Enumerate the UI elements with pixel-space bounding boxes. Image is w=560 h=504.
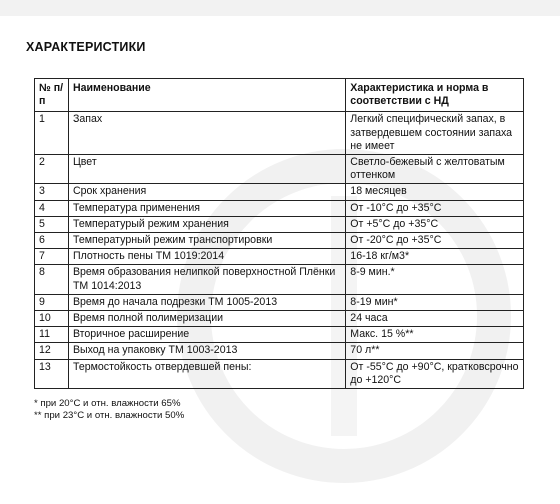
table-row [35, 216, 524, 232]
table-row [35, 112, 524, 155]
cell-name: Срок хранения [68, 184, 345, 200]
table-row [35, 155, 524, 184]
cell-value: От -20°С до +35°С [346, 233, 524, 249]
cell-num: 11 [35, 327, 69, 343]
footnote-1: * при 20°С и отн. влажности 65% [34, 398, 181, 409]
cell-num: 3 [35, 184, 69, 200]
cell-num: 12 [35, 343, 69, 359]
cell-name: Цвет [68, 155, 345, 184]
cell-num: 10 [35, 311, 69, 327]
cell-value: От -55°С до +90°С, кратковсрочно до +120°С [346, 359, 524, 388]
cell-value: От +5°С до +35°С [346, 216, 524, 232]
cell-name: Термостойкость отвердевшей пены: [68, 359, 345, 388]
page-title: ХАРАКТЕРИСТИКИ [26, 40, 146, 54]
cell-num: 6 [35, 233, 69, 249]
cell-value: Макс. 15 %** [346, 327, 524, 343]
characteristics-table [34, 78, 524, 389]
cell-name: Время полной полимеризации [68, 311, 345, 327]
table-header-row [35, 79, 524, 112]
table-row [35, 311, 524, 327]
footnotes [34, 398, 184, 423]
cell-value: 70 л** [346, 343, 524, 359]
cell-num: 8 [35, 265, 69, 294]
cell-name: Запах [68, 112, 345, 155]
cell-name: Плотность пены ТМ 1019:2014 [68, 249, 345, 265]
table-row [35, 233, 524, 249]
cell-name: Температура применения [68, 200, 345, 216]
table-row [35, 200, 524, 216]
table-row [35, 184, 524, 200]
cell-name: Температурый режим хранения [68, 216, 345, 232]
table-row [35, 343, 524, 359]
cell-name: Вторичное расширение [68, 327, 345, 343]
cell-name: Время до начала подрезки ТМ 1005-2013 [68, 294, 345, 310]
cell-value: 8-9 мин.* [346, 265, 524, 294]
cell-value: Светло-бежевый с желтоватым оттенком [346, 155, 524, 184]
table-row [35, 265, 524, 294]
cell-name: Время образования нелипкой поверхностной Плёнки ТМ 1014:2013 [68, 265, 345, 294]
table-row [35, 327, 524, 343]
cell-value: От -10°С до +35°С [346, 200, 524, 216]
cell-value: Легкий специфический запах, в затвердевшем состоянии запаха не имеет [346, 112, 524, 155]
cell-num: 13 [35, 359, 69, 388]
cell-num: 5 [35, 216, 69, 232]
cell-value: 8-19 мин* [346, 294, 524, 310]
cell-value: 16-18 кг/м3* [346, 249, 524, 265]
footnote-2: ** при 23°С и отн. влажности 50% [34, 410, 185, 422]
header-value: Характеристика и норма в соответствии с НД [346, 79, 524, 112]
cell-num: 7 [35, 249, 69, 265]
cell-value: 18 месяцев [346, 184, 524, 200]
table-row [35, 294, 524, 310]
cell-num: 2 [35, 155, 69, 184]
cell-num: 4 [35, 200, 69, 216]
table-row [35, 249, 524, 265]
top-strip [0, 0, 560, 16]
cell-name: Выход на упаковку ТМ 1003-2013 [68, 343, 345, 359]
cell-value: 24 часа [346, 311, 524, 327]
table-row [35, 359, 524, 388]
header-name: Наименование [68, 79, 345, 112]
cell-num: 9 [35, 294, 69, 310]
cell-name: Температурный режим транспортировки [68, 233, 345, 249]
cell-num: 1 [35, 112, 69, 155]
header-num: № п/п [35, 79, 69, 112]
